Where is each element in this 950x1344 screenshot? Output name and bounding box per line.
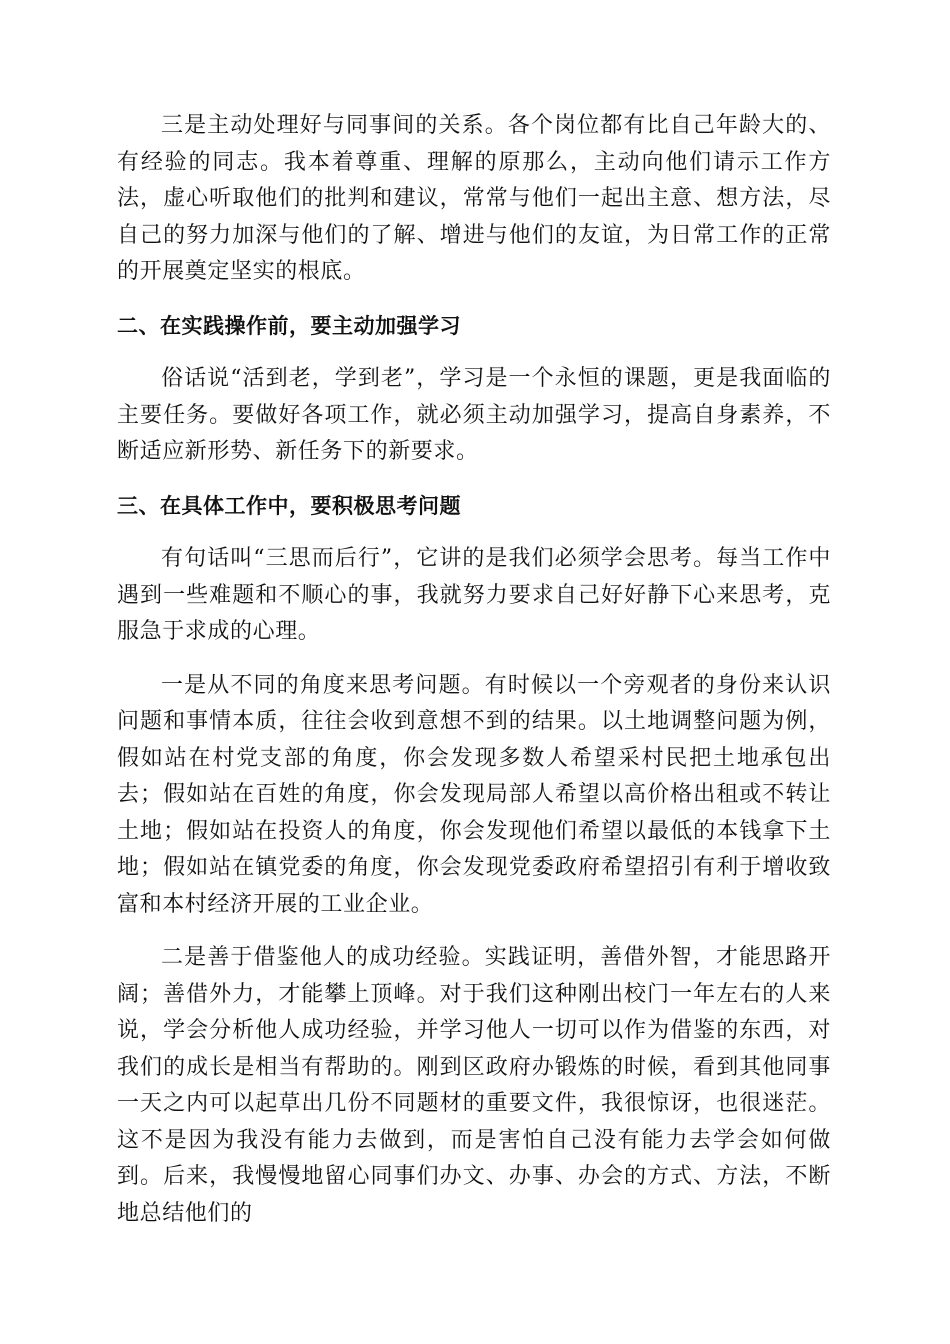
body-paragraph: 一是从不同的角度来思考问题。有时候以一个旁观者的身份来认识问题和事情本质，往往会收到意想不到的结果。以土地调整问题为例，假如站在村党支部的角度，你会发现多数人希望采村民把土地承包出去；假如站在百姓的角度，你会发现局部人希望以高价格出租或不转让土地；假如站在投资人的角度，你会发现他们希望以最低的本钱拿下土地；假如站在镇党委的角度，你会发现党委政府希望招引有利于增收致富和本村经济开展的工业企业。 — [117, 672, 831, 917]
document-page — [117, 108, 831, 1249]
body-paragraph: 有句话叫“三思而后行”，它讲的是我们必须学会思考。每当工作中遇到一些难题和不顺心的事，我就努力要求自己好好静下心来思考，克服急于求成的心理。 — [117, 546, 831, 644]
body-paragraph: 二是善于借鉴他人的成功经验。实践证明，善借外智，才能思路开阔；善借外力，才能攀上顶峰。对于我们这种刚出校门一年左右的人来说，学会分析他人成功经验，并学习他人一切可以作为借鉴的东西，对我们的成长是相当有帮助的。刚到区政府办锻炼的时候，看到其他同事一天之内可以起草出几份不同题材的重要文件，我很惊讶，也很迷茫。这不是因为我没有能力去做到，而是害怕自己没有能力去学会如何做到。后来，我慢慢地留心同事们办文、办事、办会的方式、方法，不断地总结他们的 — [117, 945, 831, 1226]
section-heading: 三、在具体工作中，要积极思考问题 — [117, 493, 461, 518]
section-heading: 二、在实践操作前，要主动加强学习 — [117, 313, 461, 338]
body-paragraph: 俗话说“活到老，学到老”，学习是一个永恒的课题，更是我面临的主要任务。要做好各项工作，就必须主动加强学习，提高自身素养，不断适应新形势、新任务下的新要求。 — [117, 366, 831, 464]
body-paragraph: 三是主动处理好与同事间的关系。各个岗位都有比自己年龄大的、有经验的同志。我本着尊重、理解的原那么，主动向他们请示工作方法，虚心听取他们的批判和建议，常常与他们一起出主意、想方法，尽自己的努力加深与他们的了解、增进与他们的友谊，为日常工作的正常的开展奠定坚实的根底。 — [117, 113, 831, 284]
